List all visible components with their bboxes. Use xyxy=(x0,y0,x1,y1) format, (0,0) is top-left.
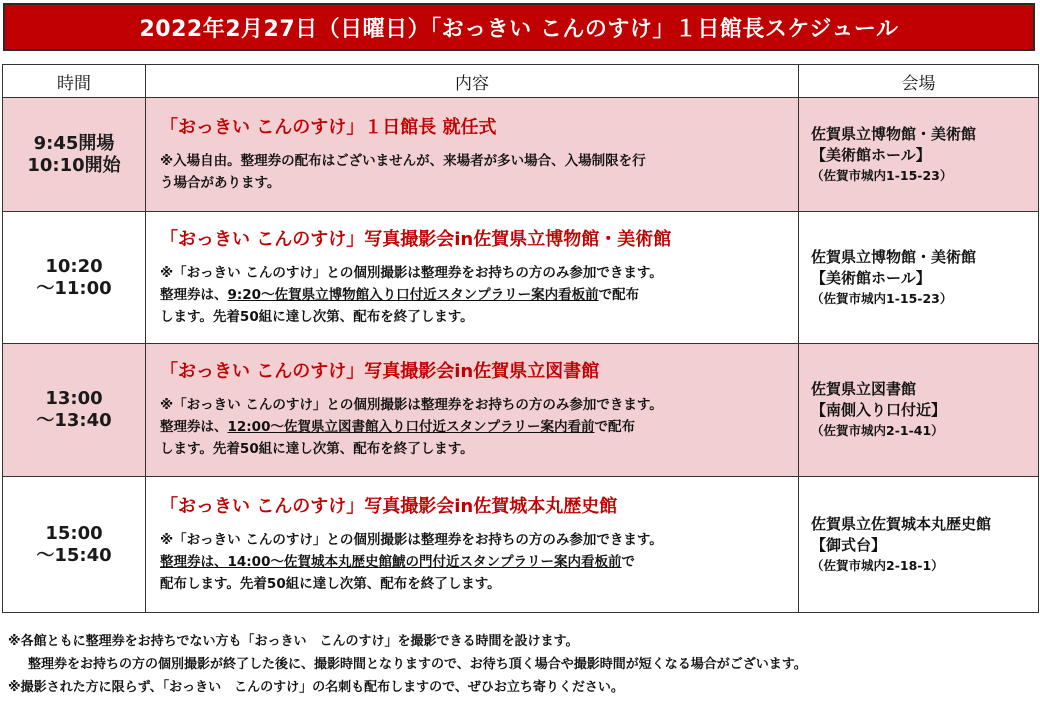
venue-cell xyxy=(799,344,1039,477)
note-line: します。先着50組に達し次第、配布を終了します。 xyxy=(160,308,474,325)
note-text: で xyxy=(621,553,635,570)
header-venue: 会場 xyxy=(799,65,1039,98)
venue-room: 【美術館ホール】 xyxy=(811,145,931,164)
event-title: 「おっきい こんのすけ」写真撮影会in佐賀県立図書館 xyxy=(160,361,600,382)
table-row xyxy=(3,212,1039,344)
distribution-location: 9:20～佐賀県立博物館入り口付近スタンプラリー案内看板前 xyxy=(227,286,599,303)
table-row xyxy=(3,98,1039,212)
header-time: 時間 xyxy=(3,65,146,98)
venue-cell xyxy=(799,212,1039,344)
venue-name: 佐賀県立図書館 xyxy=(811,380,917,398)
note-line: します。先着50組に達し次第、配布を終了します。 xyxy=(160,441,474,457)
event-note xyxy=(160,394,790,460)
note-line: ※「おっきい こんのすけ」との個別撮影は整理券をお持ちの方のみ参加できます。 xyxy=(160,397,663,413)
venue-room: 【美術館ホール】 xyxy=(811,268,931,287)
time-cell xyxy=(3,98,146,212)
footnote-line: ※各館ともに整理券をお持ちでない方も「おっきい こんのすけ」を撮影できる時間を設けます。 xyxy=(8,634,579,649)
note-line: 配布します。先着50組に達し次第、配布を終了します。 xyxy=(160,575,501,592)
venue-room: 【御式台】 xyxy=(811,535,887,554)
venue-name: 佐賀県立博物館・美術館 xyxy=(811,124,977,143)
event-note xyxy=(160,262,790,328)
time-start: 15:00 xyxy=(45,522,103,544)
time-end: ～13:40 xyxy=(36,410,112,431)
note-text: で配布 xyxy=(594,419,635,435)
content-cell xyxy=(146,477,799,613)
venue-address: （佐賀市城内1-15-23） xyxy=(811,167,953,183)
footnote-line: ※撮影された方に限らず、「おっきい こんのすけ」の名刺も配布しますので、ぜひお立ち寄りください。 xyxy=(8,680,624,695)
time-start: 10:20 xyxy=(45,255,103,277)
time-cell xyxy=(3,212,146,344)
venue-address: （佐賀市城内1-15-23） xyxy=(811,290,953,306)
footnote-line: 整理券をお持ちの方の個別撮影が終了した後に、撮影時間となりますので、お待ち頂く場合や撮影時間が短くなる場合がございます。 xyxy=(28,657,807,672)
note-line xyxy=(160,416,790,438)
table-row xyxy=(3,477,1039,613)
venue-cell xyxy=(799,98,1039,212)
note-line: ※「おっきい こんのすけ」との個別撮影は整理券をお持ちの方のみ参加できます。 xyxy=(160,264,663,281)
venue-name: 佐賀県立佐賀城本丸歴史館 xyxy=(811,514,992,533)
note-text: 整理券は、 xyxy=(160,286,228,303)
header-content: 内容 xyxy=(146,65,799,98)
distribution-location: 整理券は、14:00～佐賀城本丸歴史館鯱の門付近スタンプラリー案内看板前 xyxy=(160,553,622,570)
table-row xyxy=(3,344,1039,477)
note-line xyxy=(160,284,790,306)
venue-address: （佐賀市城内2-18-1） xyxy=(811,557,944,573)
venue-address: （佐賀市城内2-1-41） xyxy=(811,423,944,438)
content-cell xyxy=(146,212,799,344)
time-cell xyxy=(3,477,146,613)
note-line: ※「おっきい こんのすけ」との個別撮影は整理券をお持ちの方のみ参加できます。 xyxy=(160,531,663,548)
note-line xyxy=(160,551,790,573)
table-header-row xyxy=(3,65,1039,98)
event-title: 「おっきい こんのすけ」写真撮影会in佐賀城本丸歴史館 xyxy=(160,495,618,517)
note-line: う場合があります。 xyxy=(160,174,281,191)
time-start: 13:00 xyxy=(45,388,103,409)
time-end: 10:10開始 xyxy=(27,154,121,176)
footnotes xyxy=(8,630,1028,699)
venue-cell xyxy=(799,477,1039,613)
event-note xyxy=(160,529,790,595)
distribution-location: 12:00～佐賀県立図書館入り口付近スタンプラリー案内看前 xyxy=(227,419,595,435)
schedule-table xyxy=(2,64,1039,613)
note-text: 整理券は、 xyxy=(160,419,228,435)
time-start: 9:45開場 xyxy=(33,132,115,154)
venue-name: 佐賀県立博物館・美術館 xyxy=(811,247,977,266)
time-end: ～15:40 xyxy=(36,544,112,566)
event-title: 「おっきい こんのすけ」１日館長 就任式 xyxy=(160,116,497,138)
time-end: ～11:00 xyxy=(36,277,112,299)
venue-room: 【南側入り口付近】 xyxy=(811,401,947,419)
event-title: 「おっきい こんのすけ」写真撮影会in佐賀県立博物館・美術館 xyxy=(160,228,672,250)
event-note xyxy=(160,150,790,194)
note-text: で配布 xyxy=(598,286,640,303)
content-cell xyxy=(146,344,799,477)
note-line: ※入場自由。整理券の配布はございませんが、来場者が多い場合、入場制限を行 xyxy=(160,152,646,169)
page-title: 2022年2月27日（日曜日）「おっきい こんのすけ」１日館長スケジュール xyxy=(3,3,1035,51)
time-cell xyxy=(3,344,146,477)
content-cell xyxy=(146,98,799,212)
